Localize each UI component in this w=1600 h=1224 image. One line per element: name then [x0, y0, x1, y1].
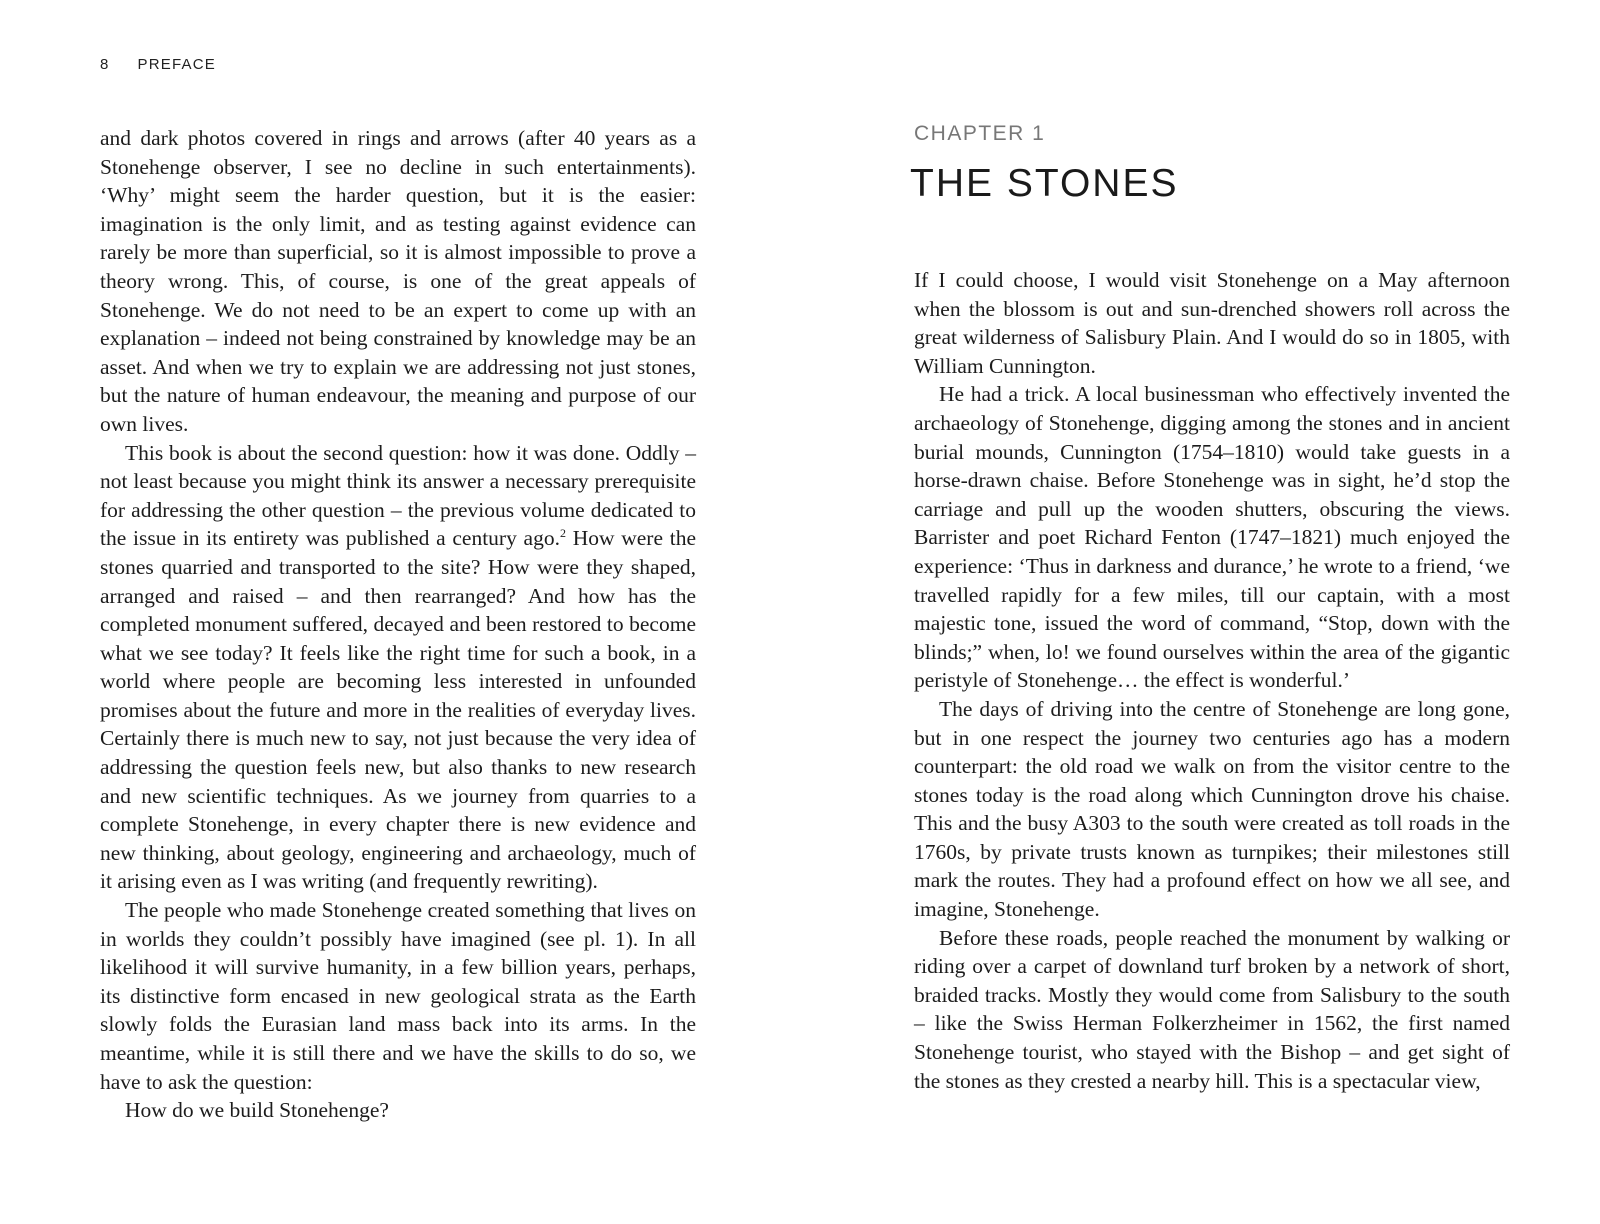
body-text-left — [100, 124, 696, 1125]
paragraph-text: How were the stones quarried and transported to the site? How were they shaped, arranged and raised – and then rearranged? And how has the completed monument suffered, decayed and been restored to become what we see today? It feels like the right time for such a book, in a world where people are becoming less interested in unfounded promises about the future and more in the realities of everyday lives. Certainly there is much new to say, not just because the very idea of addressing the question feels new, but also thanks to new research and new scientific techniques. As we journey from quarries to a complete Stonehenge, in every chapter there is new evidence and new thinking, about geology, engineering and archaeology, much of it arising even as I was writing (and frequently rewriting). — [100, 526, 696, 894]
paragraph: The days of driving into the centre of Stonehenge are long gone, but in one respect the journey two centuries ago has a modern counterpart: the old road we walk on from the visitor centre to the stones today is the road along which Cunnington drove his chaise. This and the busy A303 to the south were created as toll roads in the 1760s, by private trusts known as turnpikes; their milestones still mark the routes. They had a profound effect on how we all see, and imagine, Stonehenge. — [914, 696, 1510, 922]
running-head-title: PREFACE — [137, 56, 216, 73]
page-number: 8 — [100, 56, 110, 73]
paragraph: The people who made Stonehenge created something that lives on in worlds they couldn’t possibly have imagined (see pl. 1). In all likelihood it will survive humanity, in a few billion years, perhaps, its distinctive form encased in new geological strata as the Earth slowly folds the Eurasian land mass back into its arms. In the meantime, while it is still there and we have the skills to do so, we have to ask the question: — [100, 898, 696, 1094]
closing-question: How do we build Stonehenge? — [125, 1098, 389, 1123]
paragraph — [100, 439, 696, 897]
paragraph: He had a trick. A local businessman who effectively invented the archaeology of Stonehenge, digging among the stones and in ancient burial mounds, Cunnington (1754–1810) would take guests in a horse-drawn chaise. Before Stonehenge was in sight, he’d stop the carriage and pull up the wooden shutters, obscuring the views. Barrister and poet Richard Fenton (1747–1821) much enjoyed the experience: ‘Thus in darkness and durance,’ he wrote to a friend, ‘we travelled rapidly for a few miles, till our captain, with a most majestic tone, issued the word of command, “Stop, down with the blinds;” when, lo! we found ourselves within the area of the gigantic peristyle of Stonehenge… the effect is wonderful.’ — [914, 382, 1510, 693]
footnote-marker: 2 — [559, 526, 566, 541]
chapter-title: THE STONES — [910, 162, 1179, 205]
paragraph-text: This book is about the second question: how it was done. Oddly – not least because you might think its answer a necessary prerequisite for addressing the other question – the previous volume dedicated to the issue in its entirety was published a century ago. — [100, 440, 696, 551]
body-text-right — [914, 266, 1510, 1095]
paragraph: and dark photos covered in rings and arrows (after 40 years as a Stonehenge observer, I see no decline in such entertainments). ‘Why’ might seem the harder question, but it is the easier: imagination is the only limit, and as testing against evidence can rarely be more than superficial, so it is almost impossible to prove a theory wrong. This, of course, is one of the great appeals of Stonehenge. We do not need to be an expert to come up with an explanation – indeed not being constrained by knowledge may be an asset. And when we try to explain we are addressing not just stones, but the nature of human endeavour, the meaning and purpose of our own lives. — [100, 126, 696, 436]
paragraph: If I could choose, I would visit Stonehenge on a May afternoon when the blossom is out and sun-drenched showers roll across the great wilderness of Salisbury Plain. And I would do so in 1805, with William Cunnington. — [914, 268, 1510, 378]
running-head — [100, 56, 216, 73]
right-page — [800, 0, 1600, 1224]
paragraph: Before these roads, people reached the monument by walking or riding over a carpet of downland turf broken by a network of short, braided tracks. Mostly they would come from Salisbury to the south – like the Swiss Herman Folkerzheimer in 1562, the first named Stonehenge tourist, who stayed with the Bishop – and get sight of the stones as they crested a nearby hill. This is a spectacular view, — [914, 925, 1510, 1093]
chapter-label: CHAPTER 1 — [914, 122, 1046, 145]
